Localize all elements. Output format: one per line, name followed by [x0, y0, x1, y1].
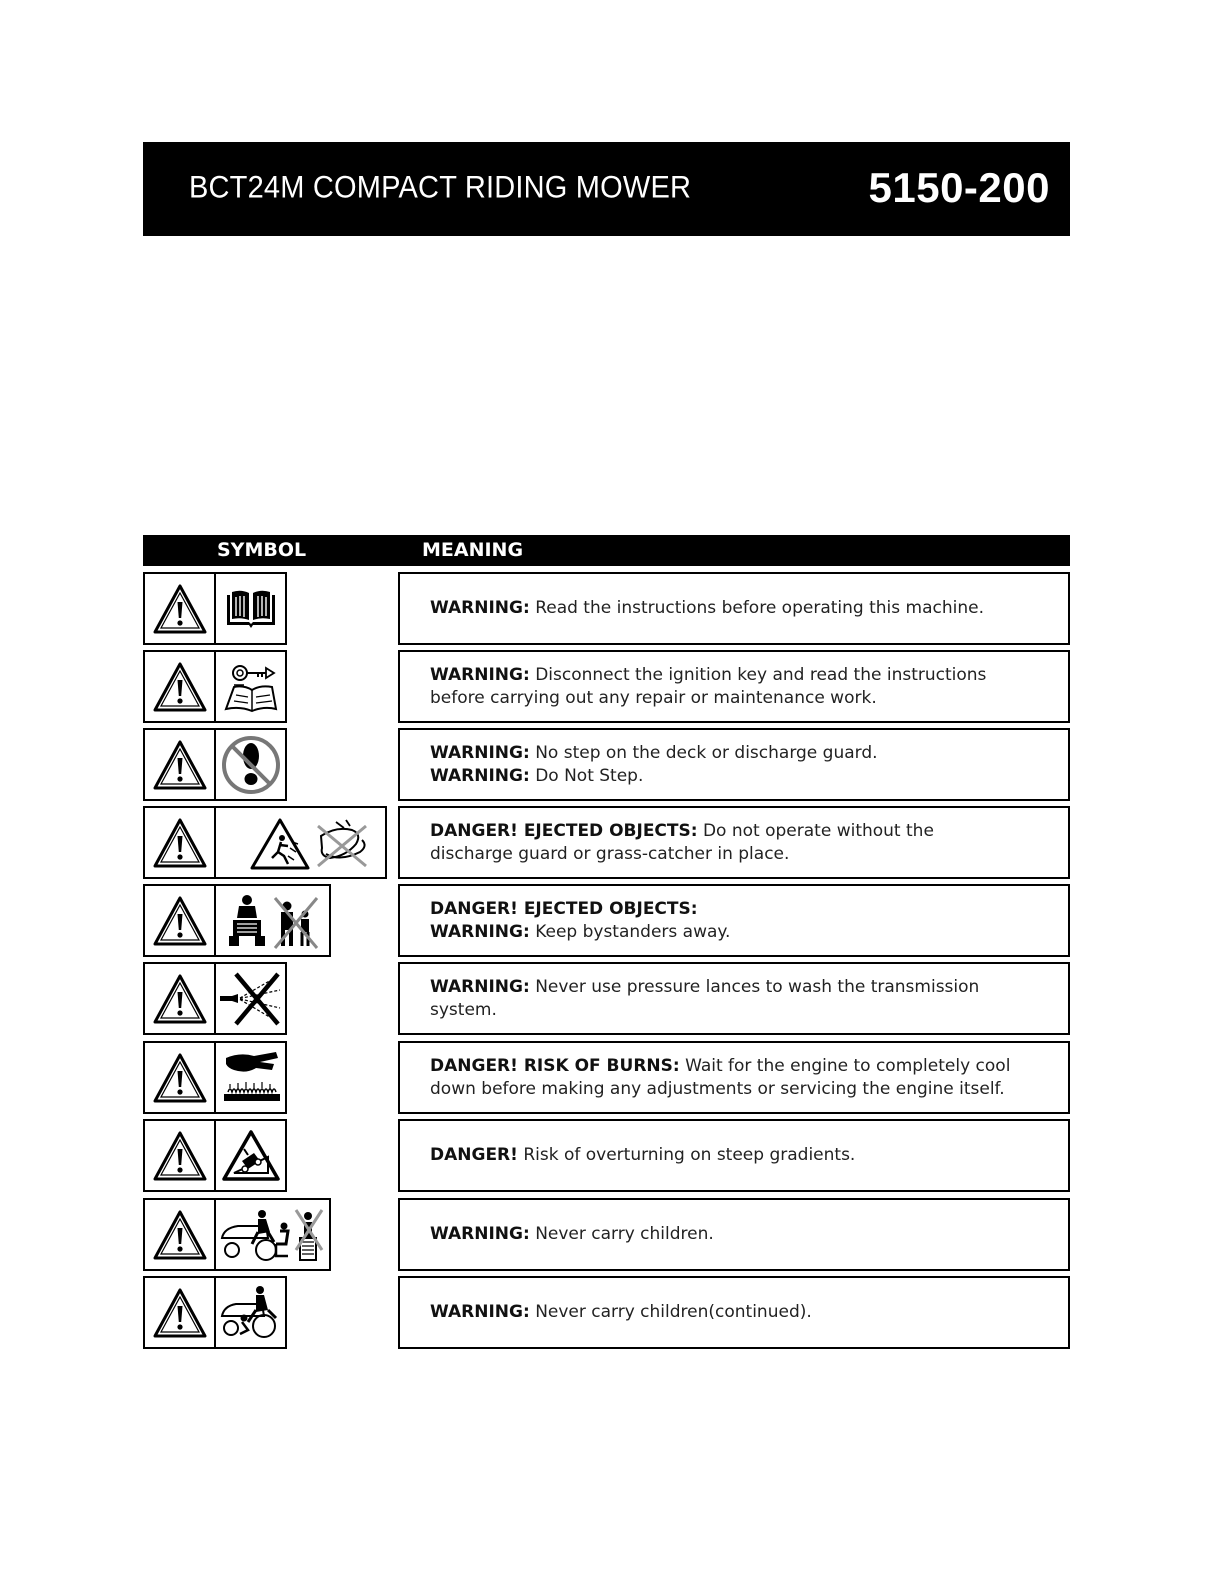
key-manual-icon [216, 650, 287, 723]
ejected-objects-icon [216, 806, 387, 879]
part-number: 5150-200 [868, 164, 1050, 211]
meaning-cell: WARNING: Never use pressure lances to wash the transmission system. [398, 962, 1070, 1035]
table-header [143, 535, 1070, 566]
overturn-slope-icon [216, 1119, 287, 1192]
meaning-cell: DANGER! Risk of overturning on steep gradients. [398, 1119, 1070, 1192]
meaning-cell: DANGER! EJECTED OBJECTS: Do not operate without the discharge guard or grass-catcher in place. [398, 806, 1070, 879]
column-header-meaning: MEANING [422, 539, 524, 561]
warning-triangle-icon [143, 572, 216, 645]
table-row [143, 1276, 1070, 1349]
warning-triangle-icon [143, 1276, 216, 1349]
no-children-icon [216, 1198, 331, 1271]
meaning-cell: DANGER! RISK OF BURNS: Wait for the engine to completely cool down before making any adjustments or servicing the engine itself. [398, 1041, 1070, 1114]
table-row [143, 572, 1070, 645]
table-row [143, 806, 1070, 879]
meaning-cell: WARNING: No step on the deck or discharge guard. WARNING: Do Not Step. [398, 728, 1070, 801]
warning-triangle-icon [143, 884, 216, 957]
warning-triangle-icon [143, 806, 216, 879]
no-step-icon [216, 728, 287, 801]
warning-triangle-icon [143, 1119, 216, 1192]
meaning-cell: WARNING: Never carry children(continued). [398, 1276, 1070, 1349]
table-row [143, 1119, 1070, 1192]
meaning-cell: WARNING: Read the instructions before operating this machine. [398, 572, 1070, 645]
manual-book-icon [216, 572, 287, 645]
warning-triangle-icon [143, 650, 216, 723]
warning-triangle-icon [143, 962, 216, 1035]
hot-surface-icon [216, 1041, 287, 1114]
warning-triangle-icon [143, 728, 216, 801]
warning-triangle-icon [143, 1198, 216, 1271]
meaning-cell: DANGER! EJECTED OBJECTS: WARNING: Keep bystanders away. [398, 884, 1070, 957]
no-passenger-icon [216, 1276, 287, 1349]
keep-bystanders-away-icon [216, 884, 331, 957]
warning-triangle-icon [143, 1041, 216, 1114]
table-row [143, 884, 1070, 957]
meaning-cell: WARNING: Never carry children. [398, 1198, 1070, 1271]
column-header-symbol: SYMBOL [217, 539, 307, 561]
document-header [143, 142, 1070, 236]
table-row [143, 962, 1070, 1035]
table-row [143, 1198, 1070, 1271]
no-pressure-wash-icon [216, 962, 287, 1035]
table-row [143, 728, 1070, 801]
table-row [143, 1041, 1070, 1114]
table-row [143, 650, 1070, 723]
document-title: BCT24M COMPACT RIDING MOWER [189, 170, 692, 206]
meaning-cell: WARNING: Disconnect the ignition key and read the instructions before carrying out any repair or maintenance work. [398, 650, 1070, 723]
